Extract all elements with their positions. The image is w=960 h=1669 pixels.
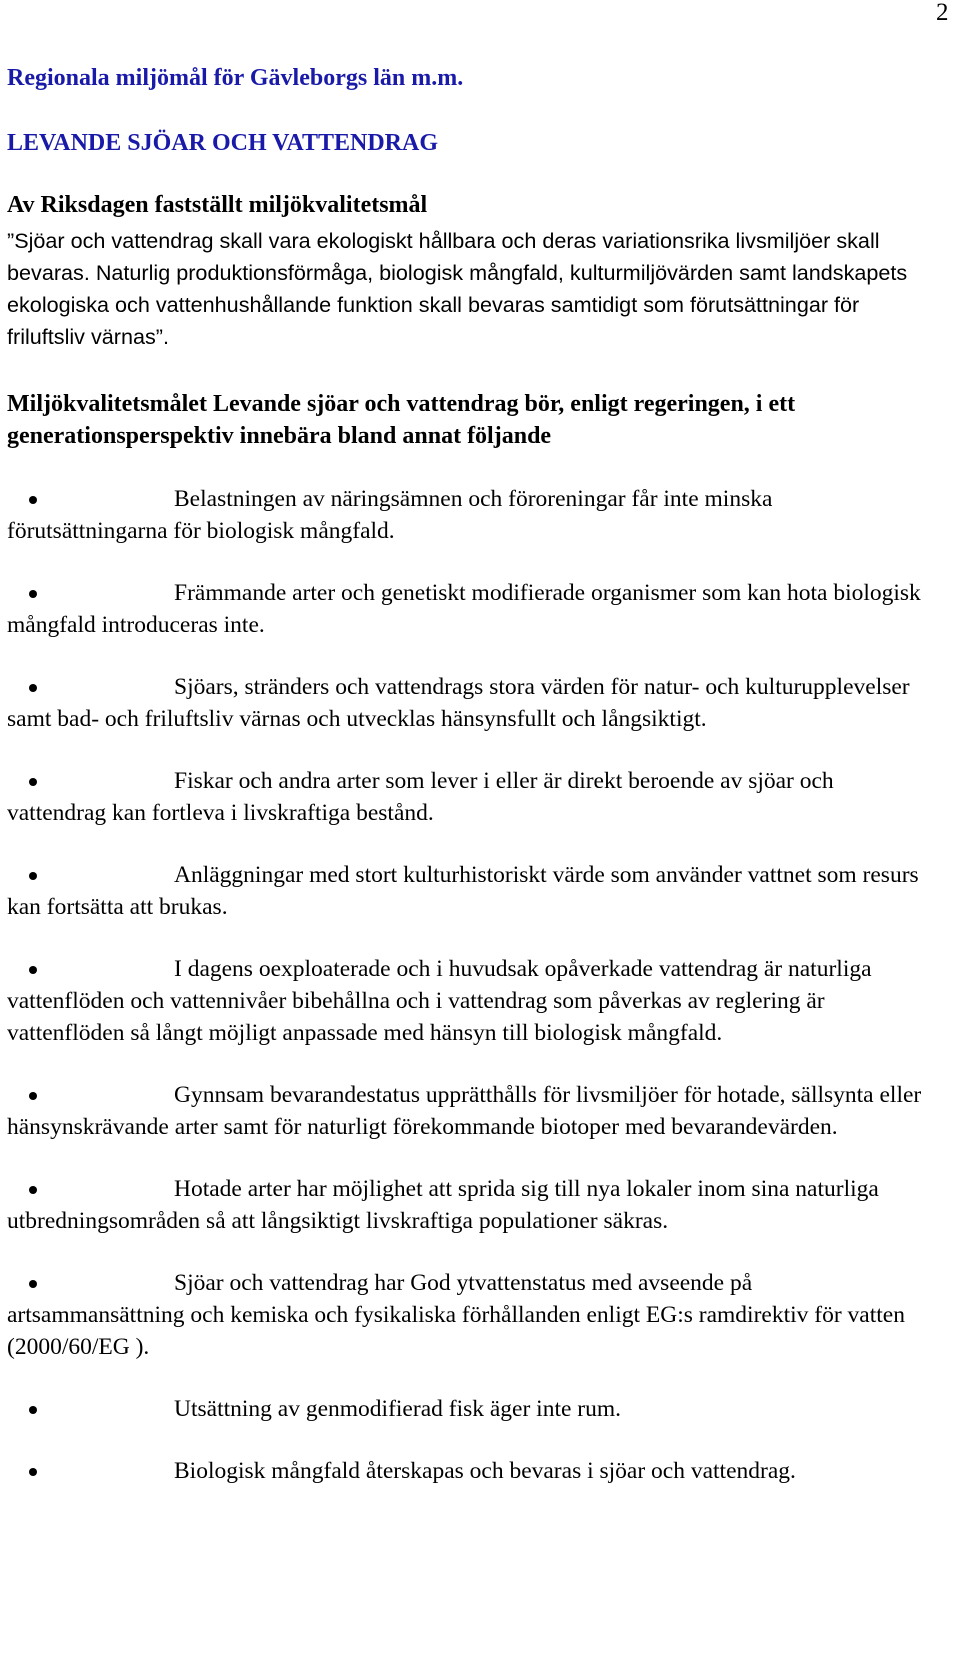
bullet-item (7, 859, 927, 923)
bullet-dot-icon (29, 1468, 37, 1476)
intro-paragraph: Miljökvalitetsmålet Levande sjöar och vattendrag bör, enligt regeringen, i ett generationsperspektiv innebära bland annat följande (7, 391, 796, 449)
bullet-item (7, 483, 927, 547)
bullet-dot-icon (29, 872, 37, 880)
bullet-dot-icon (29, 1406, 37, 1414)
bullet-dot-icon (29, 1092, 37, 1100)
bullet-text: Utsättning av genmodifierad fisk äger inte rum. (174, 1396, 622, 1422)
bullet-text: Sjöars, stränders och vattendrags stora värden för natur- och kulturupplevelser samt bad- och friluftsliv värnas och utvecklas hänsynsfullt och långsiktigt. (7, 674, 910, 732)
bullet-dot-icon (29, 590, 37, 598)
bullet-item (7, 1393, 927, 1425)
bullet-text: Främmande arter och genetiskt modifierade organismer som kan hota biologisk mångfald introduceras inte. (7, 580, 921, 638)
document-title: Regionala miljömål för Gävleborgs län m.m. (7, 65, 464, 91)
bullet-item (7, 671, 927, 735)
bullet-item (7, 1079, 927, 1143)
bullet-dot-icon (29, 1186, 37, 1194)
bullet-text: Belastningen av näringsämnen och föroreningar får inte minska förutsättningarna för biologisk mångfald. (7, 486, 773, 544)
bullet-item (7, 1267, 927, 1363)
bullet-item (7, 765, 927, 829)
bullet-dot-icon (29, 684, 37, 692)
goal-quote: ”Sjöar och vattendrag skall vara ekologiskt hållbara och deras variationsrika livsmiljöer skall bevaras. Naturlig produktionsförmåga, biologisk mångfald, kulturmiljövärden samt landskapets ekologiska och vattenhushållande funktion skall bevaras samtidigt som förutsättningar för friluftsliv värnas”. (7, 228, 908, 349)
subheading: Av Riksdagen fastställt miljökvalitetsmål (7, 192, 428, 218)
bullet-dot-icon (29, 778, 37, 786)
bullet-dot-icon (29, 1280, 37, 1288)
bullet-text: Biologisk mångfald återskapas och bevaras i sjöar och vattendrag. (174, 1458, 796, 1484)
section-title: LEVANDE SJÖAR OCH VATTENDRAG (7, 130, 438, 156)
bullet-text: I dagens oexploaterade och i huvudsak opåverkade vattendrag är naturliga vattenflöden och vattennivåer bibehållna och i vattendrag som påverkas av reglering är vattenflöden så långt möjligt anpassade med hänsyn till biologisk mångfald. (7, 956, 872, 1046)
bullet-item (7, 577, 927, 641)
bullet-dot-icon (29, 966, 37, 974)
bullet-text: Hotade arter har möjlighet att sprida sig till nya lokaler inom sina naturliga utbredningsområden så att långsiktigt livskraftiga populationer säkras. (7, 1176, 879, 1234)
bullet-item (7, 1455, 927, 1487)
bullet-item (7, 953, 927, 1049)
bullet-text: Sjöar och vattendrag har God ytvattenstatus med avseende på artsammansättning och kemiska och fysikaliska förhållanden enligt EG:s ramdirektiv för vatten (2000/60/EG ). (7, 1270, 905, 1360)
bullet-dot-icon (29, 496, 37, 504)
bullet-text: Anläggningar med stort kulturhistoriskt värde som använder vattnet som resurs kan fortsätta att brukas. (7, 862, 919, 920)
bullet-item (7, 1173, 927, 1237)
bullet-text: Fiskar och andra arter som lever i eller är direkt beroende av sjöar och vattendrag kan fortleva i livskraftiga bestånd. (7, 768, 834, 826)
bullet-list (7, 483, 927, 1487)
bullet-text: Gynnsam bevarandestatus upprätthålls för livsmiljöer för hotade, sällsynta eller hänsynskrävande arter samt för naturligt förekommande biotoper med bevarandevärden. (7, 1082, 922, 1140)
page-number: 2 (936, 0, 949, 26)
